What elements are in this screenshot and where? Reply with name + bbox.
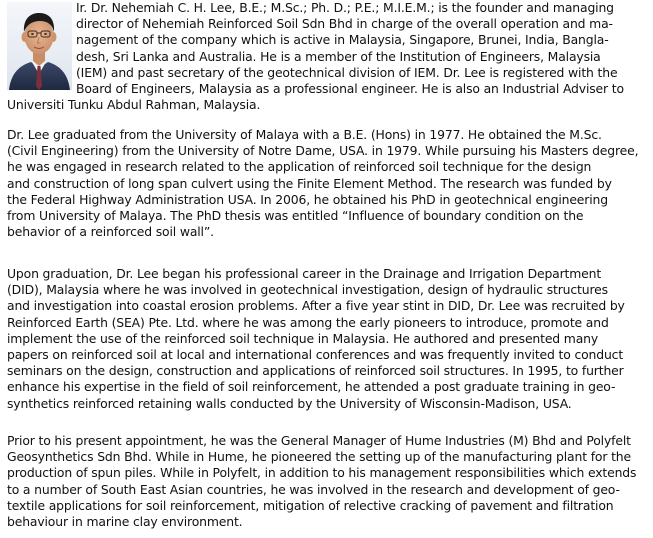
intro-paragraph	[7, 0, 650, 113]
career-line: (DID), Malaysia where he was involved in geotechnical investigation, design of hydraulic structures	[7, 282, 608, 298]
intro-line: Board of Engineers, Malaysia as a professional engineer. He is also an Industrial Adviser to	[76, 81, 624, 97]
career-paragraph	[7, 266, 650, 412]
career-line: papers on reinforced soil at local and international conferences and was frequently invited to conduct	[7, 347, 624, 363]
career-line: implement the use of the reinforced soil technique in Malaysia. He authored and presented many	[7, 330, 599, 346]
intro-line: director of Nehemiah Reinforced Soil Sdn Bhd in charge of the overall operation and ma-	[76, 16, 613, 32]
intro-line: Ir. Dr. Nehemiah C. H. Lee, B.E.; M.Sc.; Ph. D.; P.E.; M.I.E.M.; is the founder and managing	[76, 0, 614, 15]
prior-line: to a number of South East Asian countries, he was involved in the research and development of geo-	[7, 481, 620, 497]
prior-line: production of spun piles. While in Polyfelt, in addition to his management responsibilities which extends	[7, 465, 637, 481]
intro-line: nagement of the company which is active in Malaysia, Singapore, Brunei, India, Bangla-	[76, 32, 609, 48]
career-line: synthetics reinforced retaining walls conducted by the University of Wisconsin-Madison, USA.	[7, 395, 572, 411]
prior-experience-paragraph	[7, 433, 650, 530]
career-line: seminars on the design, construction and applications of reinforced soil structures. In 1995, to further	[7, 363, 624, 379]
education-line: he was engaged in research related to the application of reinforced soil technique for the design	[7, 159, 592, 175]
career-line: Reinforced Earth (SEA) Pte. Ltd. where he was among the early pioneers to introduce, promote and	[7, 314, 609, 330]
prior-line: textile applications for soil reinforcement, mitigation of relective cracking of pavement and filtration	[7, 497, 614, 513]
education-line: (Civil Engineering) from the University of Notre Dame, USA. in 1979. While pursuing his Masters degree,	[7, 143, 639, 159]
education-line: behavior of a reinforced soil wall”.	[7, 224, 214, 240]
prior-line: Prior to his present appointment, he was the General Manager of Hume Industries (M) Bhd and Polyfelt	[7, 433, 631, 448]
career-line: and investigation into coastal erosion problems. After a five year stint in DID, Dr. Lee was recruited by	[7, 298, 625, 314]
education-line: Dr. Lee graduated from the University of Malaya with a B.E. (Hons) in 1977. He obtained the M.Sc.	[7, 127, 602, 142]
education-line: from University of Malaya. The PhD thesis was entitled “Influence of boundary condition on the	[7, 208, 584, 224]
education-line: the Federal Highway Administration USA. In 2006, he obtained his PhD in geotechnical engineering	[7, 191, 608, 207]
career-line: Upon graduation, Dr. Lee began his professional career in the Drainage and Irrigation Department	[7, 266, 602, 281]
intro-line: Universiti Tunku Abdul Rahman, Malaysia.	[7, 97, 261, 113]
education-line: and construction of long span culvert using the Finite Element Method. The research was funded by	[7, 175, 612, 191]
education-paragraph	[7, 127, 650, 240]
prior-line: Geosynthetics Sdn Bhd. While in Hume, he pioneered the setting up of the manufacturing plant for the	[7, 449, 631, 465]
career-line: enhance his expertise in the field of soil reinforcement, he attended a post graduate training in geo-	[7, 379, 616, 395]
prior-line: behaviour in marine clay environment.	[7, 514, 243, 530]
intro-line: desh, Sri Lanka and Australia. He is a member of the Institution of Engineers, Malaysia	[76, 48, 601, 64]
intro-line: (IEM) and past secretary of the geotechnical division of IEM. Dr. Lee is registered with the	[76, 64, 618, 80]
